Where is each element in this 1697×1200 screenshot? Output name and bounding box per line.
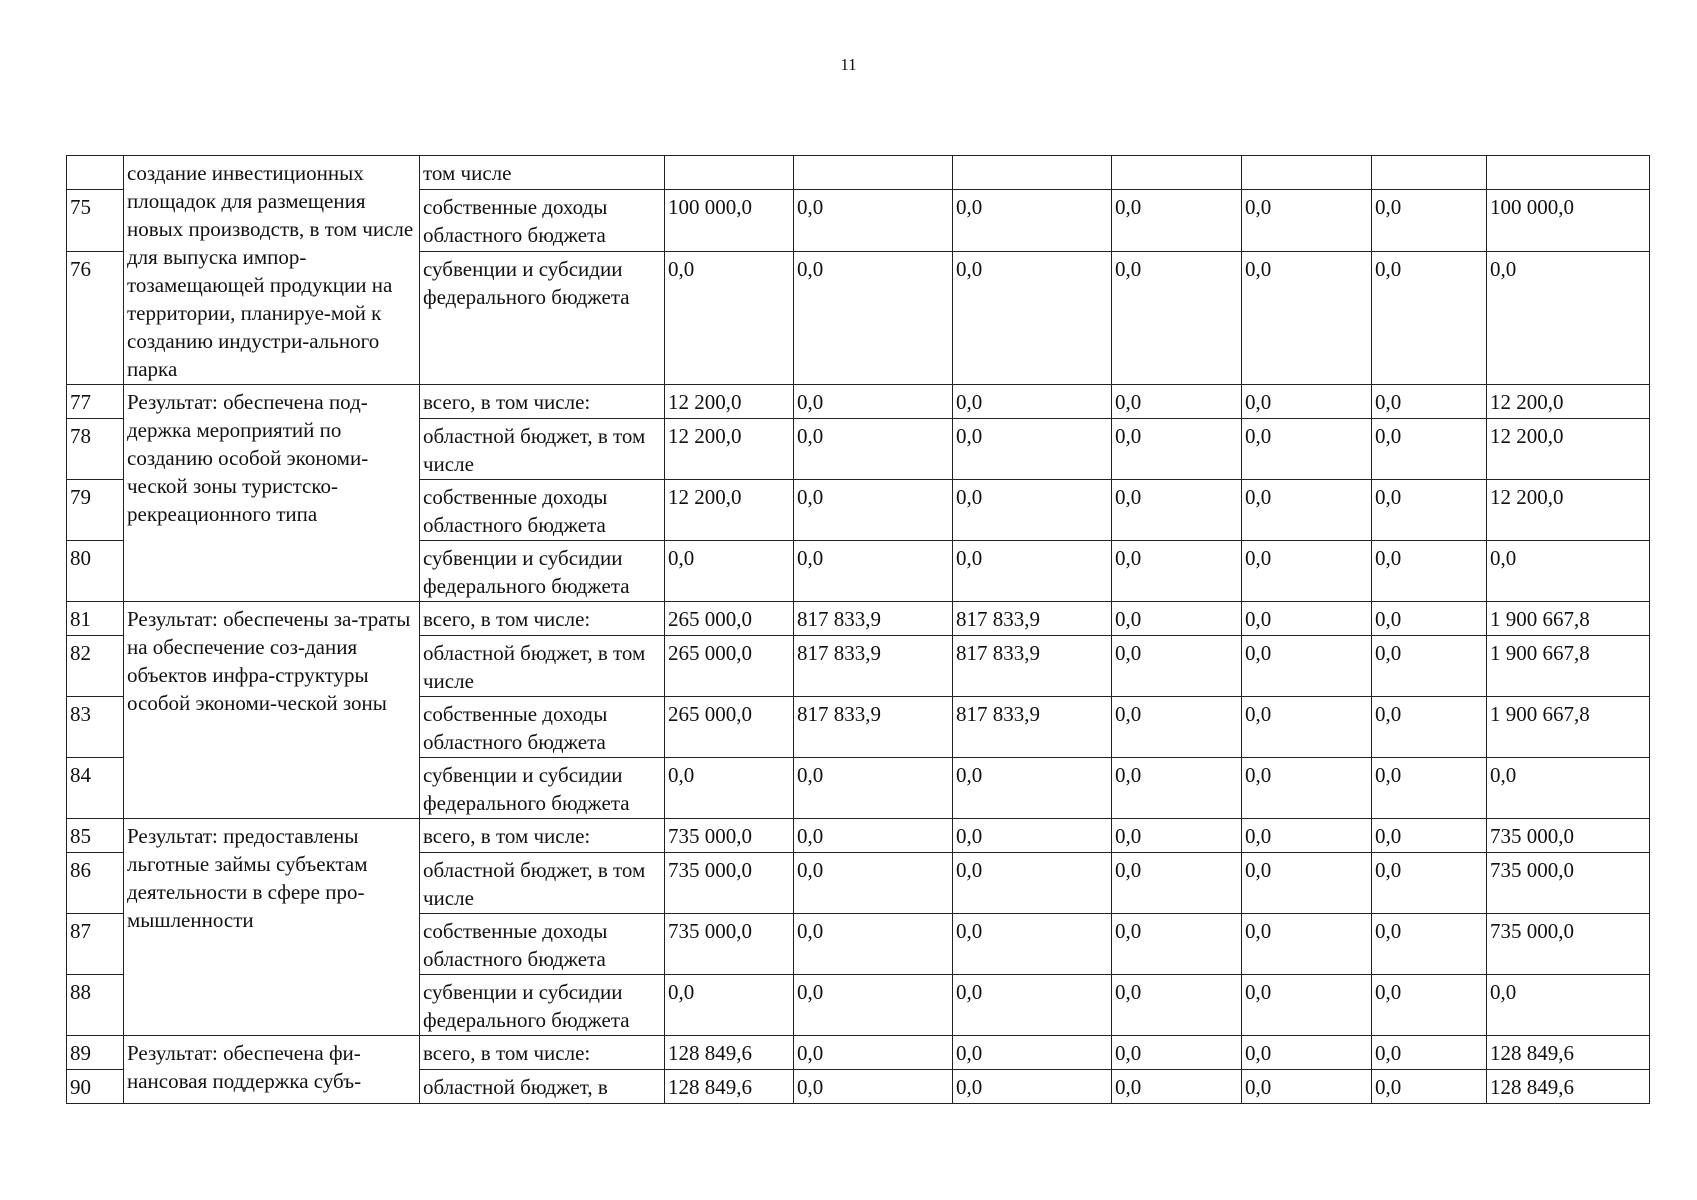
result-description: Результат: предоставлены льготные займы субъектам деятельности в сфере про-мышленности xyxy=(124,819,420,1036)
amount-cell: 0,0 xyxy=(1372,541,1487,602)
amount-cell: 0,0 xyxy=(1372,190,1487,252)
funding-source: областной бюджет, в xyxy=(420,1070,665,1104)
amount-cell: 0,0 xyxy=(1372,1070,1487,1104)
amount-cell: 128 849,6 xyxy=(1487,1036,1650,1070)
page-number: 11 xyxy=(840,55,857,74)
amount-cell: 817 833,9 xyxy=(953,697,1112,758)
amount-cell xyxy=(665,156,794,190)
funding-source: всего, в том числе: xyxy=(420,819,665,853)
amount-cell: 0,0 xyxy=(953,251,1112,384)
amount-cell: 0,0 xyxy=(794,1070,953,1104)
amount-cell: 0,0 xyxy=(1242,1036,1372,1070)
table-row xyxy=(67,1036,1650,1070)
amount-cell: 0,0 xyxy=(794,251,953,384)
amount-cell: 735 000,0 xyxy=(665,914,794,975)
amount-cell: 0,0 xyxy=(1487,251,1650,384)
amount-cell: 0,0 xyxy=(1372,853,1487,914)
row-number: 75 xyxy=(67,190,124,252)
amount-cell: 0,0 xyxy=(1372,758,1487,819)
amount-cell: 0,0 xyxy=(1372,975,1487,1036)
funding-source: субвенции и субсидии федерального бюджета xyxy=(420,541,665,602)
amount-cell: 0,0 xyxy=(953,1036,1112,1070)
amount-cell: 1 900 667,8 xyxy=(1487,636,1650,697)
amount-cell xyxy=(1372,156,1487,190)
row-number: 86 xyxy=(67,853,124,914)
amount-cell: 0,0 xyxy=(1112,697,1242,758)
amount-cell: 0,0 xyxy=(1242,819,1372,853)
amount-cell: 0,0 xyxy=(1112,1036,1242,1070)
amount-cell: 0,0 xyxy=(1242,697,1372,758)
amount-cell: 128 849,6 xyxy=(665,1070,794,1104)
amount-cell: 128 849,6 xyxy=(665,1036,794,1070)
amount-cell: 0,0 xyxy=(1242,853,1372,914)
amount-cell: 0,0 xyxy=(953,385,1112,419)
row-number: 80 xyxy=(67,541,124,602)
row-number: 76 xyxy=(67,251,124,384)
row-number: 77 xyxy=(67,385,124,419)
result-description: Результат: обеспечена фи-нансовая поддержка субъ- xyxy=(124,1036,420,1104)
amount-cell: 817 833,9 xyxy=(953,636,1112,697)
amount-cell: 0,0 xyxy=(1112,975,1242,1036)
row-number: 78 xyxy=(67,419,124,480)
amount-cell: 0,0 xyxy=(1112,190,1242,252)
amount-cell: 0,0 xyxy=(794,419,953,480)
amount-cell: 0,0 xyxy=(1487,541,1650,602)
amount-cell: 0,0 xyxy=(1372,914,1487,975)
amount-cell: 0,0 xyxy=(1112,819,1242,853)
funding-source: собственные доходы областного бюджета xyxy=(420,480,665,541)
amount-cell: 0,0 xyxy=(1242,758,1372,819)
amount-cell: 735 000,0 xyxy=(1487,853,1650,914)
amount-cell: 0,0 xyxy=(794,385,953,419)
amount-cell: 0,0 xyxy=(1112,602,1242,636)
funding-source: том числе xyxy=(420,156,665,190)
result-description: Результат: обеспечены за-траты на обеспечение соз-дания объектов инфра-структуры особой экономи-ческой зоны xyxy=(124,602,420,819)
amount-cell: 265 000,0 xyxy=(665,602,794,636)
amount-cell: 735 000,0 xyxy=(1487,914,1650,975)
amount-cell: 128 849,6 xyxy=(1487,1070,1650,1104)
amount-cell: 0,0 xyxy=(1242,602,1372,636)
amount-cell: 0,0 xyxy=(953,419,1112,480)
amount-cell: 12 200,0 xyxy=(665,480,794,541)
amount-cell: 0,0 xyxy=(794,480,953,541)
amount-cell: 12 200,0 xyxy=(1487,419,1650,480)
amount-cell: 0,0 xyxy=(1372,1036,1487,1070)
amount-cell: 0,0 xyxy=(953,914,1112,975)
amount-cell: 0,0 xyxy=(794,541,953,602)
amount-cell: 12 200,0 xyxy=(665,419,794,480)
amount-cell: 0,0 xyxy=(1242,419,1372,480)
amount-cell: 817 833,9 xyxy=(953,602,1112,636)
amount-cell: 0,0 xyxy=(953,819,1112,853)
funding-source: субвенции и субсидии федерального бюджета xyxy=(420,975,665,1036)
amount-cell: 0,0 xyxy=(794,190,953,252)
funding-source: областной бюджет, в том числе xyxy=(420,853,665,914)
table-row xyxy=(67,385,1650,419)
amount-cell: 0,0 xyxy=(953,541,1112,602)
row-number: 90 xyxy=(67,1070,124,1104)
amount-cell: 0,0 xyxy=(1372,819,1487,853)
amount-cell: 12 200,0 xyxy=(1487,385,1650,419)
amount-cell: 0,0 xyxy=(1372,697,1487,758)
result-description: создание инвестиционных площадок для размещения новых производств, в том числе для выпуска импор-тозамещающей продукции на территории, планируе-мой к созданию индустри-ального парка xyxy=(124,156,420,385)
amount-cell: 0,0 xyxy=(1242,636,1372,697)
row-number: 79 xyxy=(67,480,124,541)
funding-source: собственные доходы областного бюджета xyxy=(420,697,665,758)
amount-cell: 0,0 xyxy=(665,975,794,1036)
funding-source: собственные доходы областного бюджета xyxy=(420,914,665,975)
amount-cell: 0,0 xyxy=(665,541,794,602)
amount-cell: 735 000,0 xyxy=(665,853,794,914)
row-number: 84 xyxy=(67,758,124,819)
amount-cell xyxy=(794,156,953,190)
amount-cell: 0,0 xyxy=(1372,602,1487,636)
table-row xyxy=(67,602,1650,636)
amount-cell: 0,0 xyxy=(953,758,1112,819)
row-number: 88 xyxy=(67,975,124,1036)
row-number: 87 xyxy=(67,914,124,975)
amount-cell: 0,0 xyxy=(1112,419,1242,480)
amount-cell: 735 000,0 xyxy=(665,819,794,853)
amount-cell xyxy=(1487,156,1650,190)
table-body xyxy=(67,156,1650,1104)
amount-cell: 100 000,0 xyxy=(665,190,794,252)
amount-cell: 0,0 xyxy=(1242,1070,1372,1104)
amount-cell: 0,0 xyxy=(794,914,953,975)
table-row xyxy=(67,819,1650,853)
amount-cell: 1 900 667,8 xyxy=(1487,697,1650,758)
amount-cell xyxy=(953,156,1112,190)
amount-cell xyxy=(1242,156,1372,190)
amount-cell: 0,0 xyxy=(1487,758,1650,819)
table-row xyxy=(67,156,1650,190)
amount-cell: 0,0 xyxy=(1112,758,1242,819)
amount-cell: 12 200,0 xyxy=(665,385,794,419)
amount-cell: 0,0 xyxy=(1242,480,1372,541)
amount-cell: 817 833,9 xyxy=(794,697,953,758)
amount-cell: 0,0 xyxy=(665,251,794,384)
row-number xyxy=(67,156,124,190)
amount-cell: 0,0 xyxy=(1242,914,1372,975)
funding-source: субвенции и субсидии федерального бюджета xyxy=(420,758,665,819)
funding-source: областной бюджет, в том числе xyxy=(420,636,665,697)
amount-cell: 0,0 xyxy=(794,758,953,819)
amount-cell: 0,0 xyxy=(1242,385,1372,419)
amount-cell: 0,0 xyxy=(1112,914,1242,975)
amount-cell: 0,0 xyxy=(1242,190,1372,252)
amount-cell: 0,0 xyxy=(1112,541,1242,602)
amount-cell: 735 000,0 xyxy=(1487,819,1650,853)
amount-cell: 12 200,0 xyxy=(1487,480,1650,541)
row-number: 82 xyxy=(67,636,124,697)
amount-cell: 0,0 xyxy=(1372,251,1487,384)
amount-cell: 0,0 xyxy=(794,853,953,914)
amount-cell: 0,0 xyxy=(1112,251,1242,384)
amount-cell: 0,0 xyxy=(1372,419,1487,480)
funding-source: всего, в том числе: xyxy=(420,385,665,419)
amount-cell: 0,0 xyxy=(794,1036,953,1070)
row-number: 89 xyxy=(67,1036,124,1070)
amount-cell: 0,0 xyxy=(1242,251,1372,384)
amount-cell: 0,0 xyxy=(953,190,1112,252)
result-description: Результат: обеспечена под-держка мероприятий по созданию особой экономи-ческой зоны туристско-рекреационного типа xyxy=(124,385,420,602)
row-number: 85 xyxy=(67,819,124,853)
funding-source: всего, в том числе: xyxy=(420,602,665,636)
amount-cell: 0,0 xyxy=(1112,385,1242,419)
amount-cell: 817 833,9 xyxy=(794,602,953,636)
amount-cell: 0,0 xyxy=(1112,1070,1242,1104)
amount-cell: 0,0 xyxy=(953,480,1112,541)
amount-cell: 100 000,0 xyxy=(1487,190,1650,252)
funding-source: областной бюджет, в том числе xyxy=(420,419,665,480)
funding-source: собственные доходы областного бюджета xyxy=(420,190,665,252)
amount-cell: 817 833,9 xyxy=(794,636,953,697)
amount-cell: 0,0 xyxy=(953,975,1112,1036)
amount-cell xyxy=(1112,156,1242,190)
amount-cell: 0,0 xyxy=(1112,636,1242,697)
amount-cell: 0,0 xyxy=(1242,975,1372,1036)
funding-source: всего, в том числе: xyxy=(420,1036,665,1070)
amount-cell: 0,0 xyxy=(953,853,1112,914)
row-number: 83 xyxy=(67,697,124,758)
amount-cell: 0,0 xyxy=(1372,385,1487,419)
row-number: 81 xyxy=(67,602,124,636)
amount-cell: 0,0 xyxy=(665,758,794,819)
amount-cell: 1 900 667,8 xyxy=(1487,602,1650,636)
amount-cell: 0,0 xyxy=(1112,853,1242,914)
amount-cell: 0,0 xyxy=(794,975,953,1036)
amount-cell: 0,0 xyxy=(1372,480,1487,541)
funding-source: субвенции и субсидии федерального бюджета xyxy=(420,251,665,384)
amount-cell: 0,0 xyxy=(1487,975,1650,1036)
amount-cell: 0,0 xyxy=(1372,636,1487,697)
amount-cell: 0,0 xyxy=(953,1070,1112,1104)
amount-cell: 0,0 xyxy=(794,819,953,853)
amount-cell: 265 000,0 xyxy=(665,636,794,697)
budget-table xyxy=(66,155,1650,1104)
amount-cell: 265 000,0 xyxy=(665,697,794,758)
amount-cell: 0,0 xyxy=(1112,480,1242,541)
amount-cell: 0,0 xyxy=(1242,541,1372,602)
